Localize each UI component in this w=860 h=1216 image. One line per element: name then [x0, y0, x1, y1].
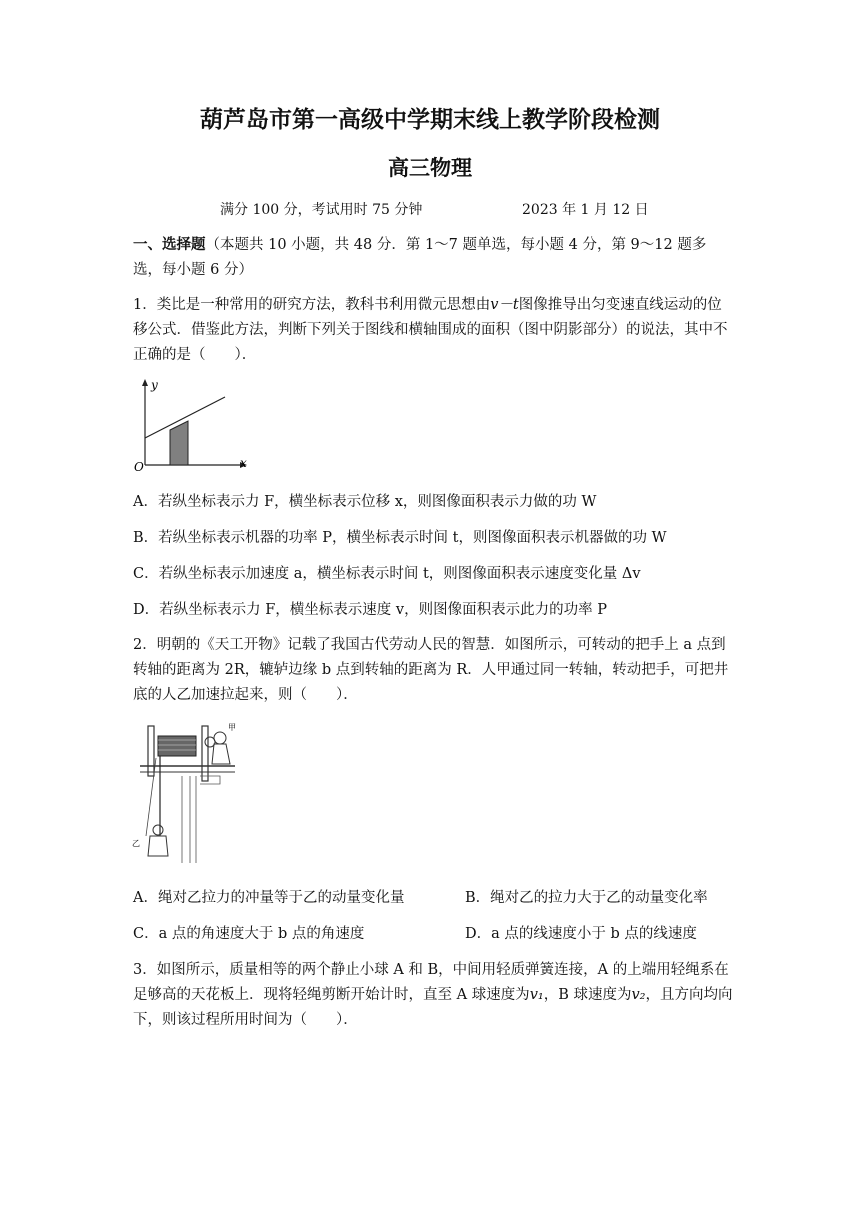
y-axis-arrow — [142, 379, 148, 386]
shaded-area — [170, 421, 188, 465]
q2-option-a: A．绳对乙拉力的冲量等于乙的动量变化量 — [133, 890, 405, 906]
q1-option-a: A．若纵坐标表示力 F，横坐标表示位移 x，则图像面积表示力做的功 W — [133, 494, 597, 510]
drum — [158, 736, 196, 756]
section-note: （本题共 10 小题，共 48 分．第 1～7 题单选，每小题 4 分，第 9～12 题多选，每小题 6 分） — [133, 237, 707, 278]
q1-option-d: D．若纵坐标表示力 F，横坐标表示速度 v，则图像面积表示此力的功率 P — [133, 602, 607, 618]
score-time: 满分 100 分，考试用时 75 分钟 — [220, 202, 423, 218]
person-jia-head — [214, 732, 226, 744]
exam-title: 葫芦岛市第一高级中学期末线上教学阶段检测 — [200, 107, 660, 133]
q1-vt-symbol: v－t — [490, 297, 519, 313]
exam-subtitle: 高三物理 — [388, 156, 472, 180]
q1-area-graph — [130, 375, 260, 475]
section-heading — [133, 233, 733, 283]
q1-stem-part-b: 图像推导出匀变速直线运动的位移公式．借鉴此方法，判断下列关于图线和横轴围成的面积（图中阴影部分）的说法，其中不正确的是（ ）． — [133, 297, 728, 363]
question-2-stem: 2．明朝的《天工开物》记载了我国古代劳动人民的智慧．如图所示，可转动的把手上 a 点到转轴的距离为 2R，辘轳边缘 b 点到转轴的距离为 R．人甲通过同一转轴，转动把手，可把井底的人乙加速拉起来，则（ ）． — [133, 637, 729, 703]
q3-stem-part-c: ，且方向均向下，则该过程所用时间为（ ）． — [133, 987, 733, 1028]
q3-v1-symbol: v₁ — [529, 987, 544, 1003]
q1-option-b: B．若纵坐标表示机器的功率 P，横坐标表示时间 t，则图像面积表示机器做的功 W — [133, 530, 667, 546]
q2-option-b: B．绳对乙的拉力大于乙的动量变化率 — [465, 890, 708, 906]
q3-v2-symbol: v₂ — [631, 987, 646, 1003]
q2-option-c: C．a 点的角速度大于 b 点的角速度 — [133, 926, 365, 942]
label-yi: 乙 — [132, 839, 140, 848]
q2-option-d: D．a 点的线速度小于 b 点的线速度 — [465, 926, 697, 942]
q2-windlass-illustration — [130, 718, 245, 868]
x-label: x — [240, 456, 247, 470]
y-label: y — [151, 378, 158, 392]
question-3-stem — [133, 958, 733, 1033]
exam-meta — [220, 198, 700, 223]
label-jia: 甲 — [228, 723, 236, 732]
person-yi-head — [153, 825, 163, 835]
exam-date: 2023 年 1 月 12 日 — [522, 202, 649, 218]
section-title: 一、选择题 — [133, 237, 206, 253]
q1-stem-part-a: 1．类比是一种常用的研究方法，教科书利用微元思想由 — [133, 297, 491, 313]
origin-label: O — [134, 460, 144, 474]
question-1-stem — [133, 293, 733, 368]
q3-stem-part-a: 3．如图所示，质量相等的两个静止小球 A 和 B，中间用轻质弹簧连接，A 的上端用轻绳系在足够高的天花板上．现将轻绳剪断开始计时，直至 A 球速度为 — [133, 962, 729, 1003]
q1-option-c: C．若纵坐标表示加速度 a，横坐标表示时间 t，则图像面积表示速度变化量 Δv — [133, 566, 641, 582]
q3-stem-part-b: ，B 球速度为 — [543, 987, 632, 1003]
